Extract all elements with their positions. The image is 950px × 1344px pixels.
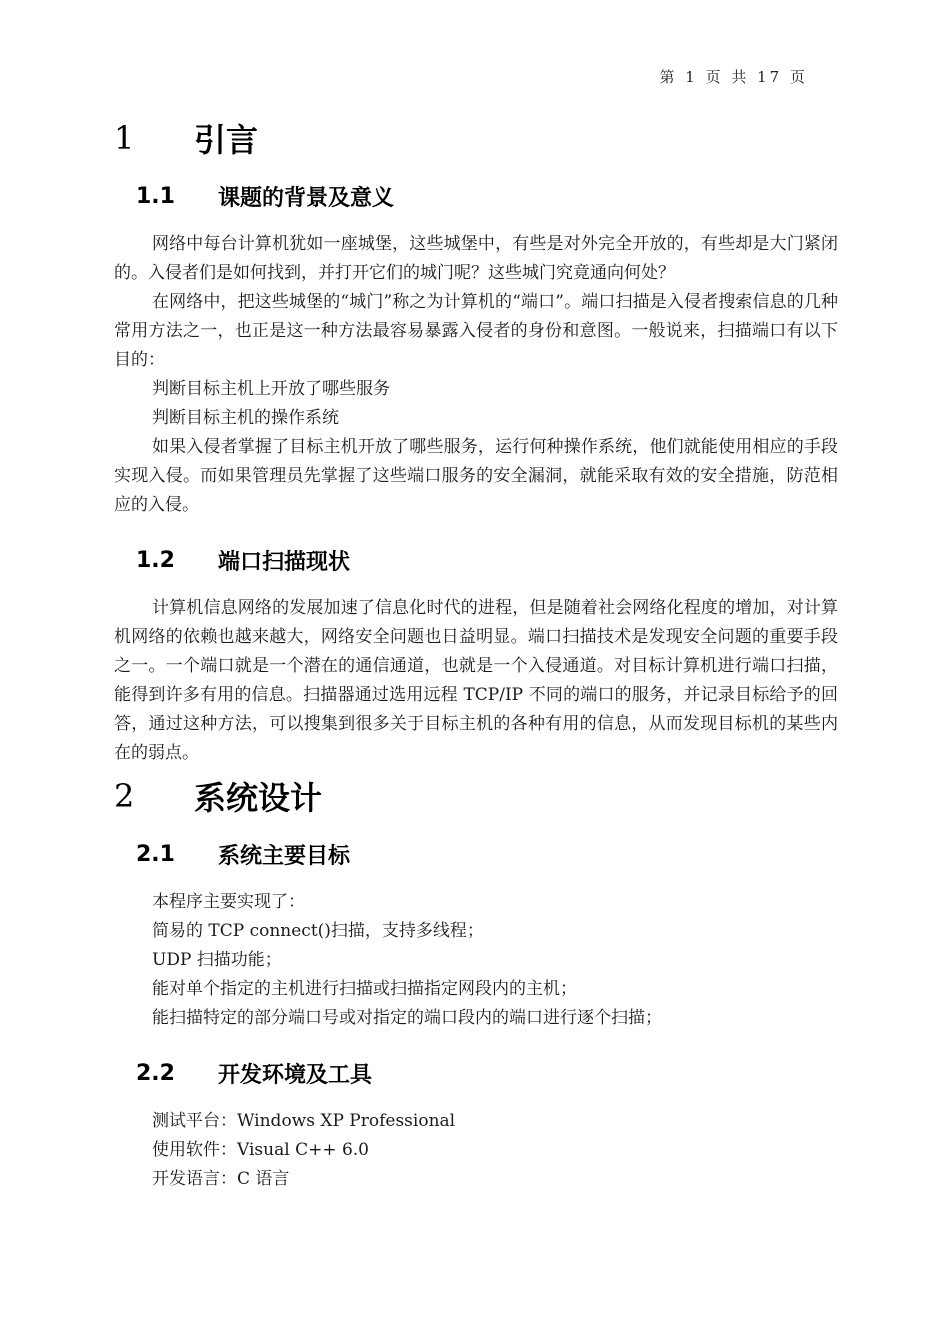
subsection-title: 课题的背景及意义 xyxy=(218,185,395,211)
list-item: 简易的 TCP connect()扫描，支持多线程； xyxy=(152,921,484,941)
section-title: 引言 xyxy=(194,121,259,159)
subsection-number: 2.2 xyxy=(136,1060,175,1086)
paragraph: 判断目标主机的操作系统 xyxy=(152,408,339,428)
subsection-body xyxy=(114,230,838,520)
paragraph: 在网络中，把这些城堡的“城门”称之为计算机的“端口”。端口扫描是入侵者搜索信息的几种常用方法之一，也正是这一种方法最容易暴露入侵者的身份和意图。一般说来，扫描端口有以下目的： xyxy=(114,292,838,370)
page-number: 第 1 页 共 17 页 xyxy=(659,68,808,86)
paragraph: 网络中每台计算机犹如一座城堡，这些城堡中，有些是对外完全开放的，有些却是大门紧闭的。入侵者们是如何找到，并打开它们的城门呢？这些城门究竟通向何处？ xyxy=(114,234,838,283)
list-item: 能对单个指定的主机进行扫描或扫描指定网段内的主机； xyxy=(152,979,577,999)
paragraph: 判断目标主机上开放了哪些服务 xyxy=(152,379,390,399)
list-item: UDP 扫描功能； xyxy=(152,950,282,970)
subsection-title: 开发环境及工具 xyxy=(218,1062,373,1088)
list-item: 开发语言：C 语言 xyxy=(152,1169,290,1189)
subsection-body xyxy=(114,594,838,768)
subsection-title: 端口扫描现状 xyxy=(218,549,351,575)
section-title: 系统设计 xyxy=(194,779,323,817)
subsection-heading xyxy=(136,542,838,578)
section-heading xyxy=(114,770,838,822)
list-item: 使用软件：Visual C++ 6.0 xyxy=(152,1140,369,1160)
list-item: 能扫描特定的部分端口号或对指定的端口段内的端口进行逐个扫描； xyxy=(152,1008,662,1028)
section-number: 2 xyxy=(114,777,135,815)
subsection-number: 2.1 xyxy=(136,841,175,867)
section-heading xyxy=(114,112,838,164)
paragraph: 本程序主要实现了： xyxy=(152,892,305,912)
list-item: 测试平台：Windows XP Professional xyxy=(152,1111,456,1131)
subsection-heading xyxy=(136,836,838,872)
subsection-body xyxy=(114,888,838,1033)
document-body xyxy=(114,112,838,1194)
subsection-body xyxy=(114,1107,838,1194)
subsection-heading xyxy=(136,1055,838,1091)
subsection-number: 1.1 xyxy=(136,183,175,209)
paragraph: 如果入侵者掌握了目标主机开放了哪些服务，运行何种操作系统，他们就能使用相应的手段实现入侵。而如果管理员先掌握了这些端口服务的安全漏洞，就能采取有效的安全措施，防范相应的入侵。 xyxy=(114,437,838,515)
subsection-number: 1.2 xyxy=(136,547,175,573)
paragraph: 计算机信息网络的发展加速了信息化时代的进程，但是随着社会网络化程度的增加，对计算机网络的依赖也越来越大，网络安全问题也日益明显。端口扫描技术是发现安全问题的重要手段之一。一个端口就是一个潜在的通信通道，也就是一个入侵通道。对目标计算机进行端口扫描，能得到许多有用的信息。扫描器通过选用远程 TCP/IP 不同的端口的服务，并记录目标给予的回答，通过这种方法，可以搜集到很多关于目标主机的各种有用的信息，从而发现目标机的某些内在的弱点。 xyxy=(114,598,838,763)
subsection-heading xyxy=(136,178,838,214)
section-number: 1 xyxy=(114,119,135,157)
subsection-title: 系统主要目标 xyxy=(218,843,351,869)
